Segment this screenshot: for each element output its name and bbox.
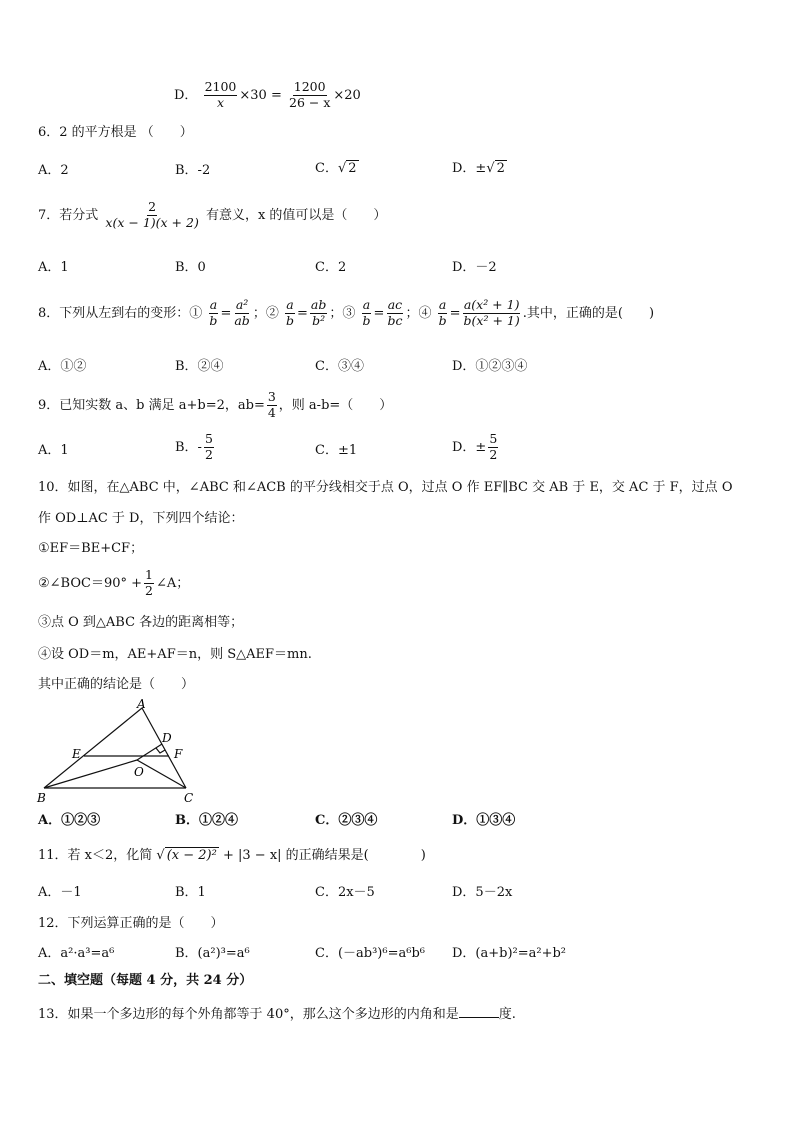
q13-stem: 13．如果一个多边形的每个外角都等于 40°，那么这个多边形的内角和是 度. [38, 1007, 516, 1022]
q10-option-b: B．①②④ [175, 813, 238, 828]
q9-option-c: C．±1 [315, 443, 358, 458]
q12-option-b: B．(a²)³=a⁶ [175, 946, 250, 961]
label-b: B [37, 791, 46, 805]
triangle-figure [34, 698, 204, 808]
side-ab [44, 708, 142, 788]
label-c: C [184, 791, 194, 805]
q7-option-a: A．1 [38, 260, 69, 275]
q8-option-d: D．①②③④ [452, 359, 528, 374]
q6-option-b: B．-2 [175, 163, 211, 178]
q10-option-c: C．②③④ [315, 813, 378, 828]
answer-blank[interactable] [459, 1005, 499, 1018]
q8-option-c: C．③④ [315, 359, 364, 374]
q9-option-d: D．± $\frac{5}{2}$ [452, 431, 498, 463]
right-angle-mark [156, 748, 165, 753]
q10-option-d: D．①③④ [452, 813, 516, 828]
q6-option-a: A．2 [38, 163, 69, 178]
q11-option-c: C．2x－5 [315, 885, 375, 900]
q6-stem: 6．2 的平方根是 （ ） [38, 125, 193, 140]
q12-option-a: A．a²·a³=a⁶ [38, 946, 115, 961]
q7-option-c: C．2 [315, 260, 347, 275]
q12-option-d: D．(a+b)²=a²+b² [452, 946, 567, 961]
q9-option-b: B．- $\frac{5}{2}$ [175, 431, 213, 463]
q12-stem: 12．下列运算正确的是（ ） [38, 916, 224, 931]
q9-option-a: A．1 [38, 443, 69, 458]
q11-option-b: B．1 [175, 885, 206, 900]
q6-option-c: C．√ 2 [315, 161, 357, 176]
sqrt-sign: √ 2 [486, 161, 505, 176]
label-f: F [174, 747, 183, 761]
label-e: E [72, 747, 81, 761]
q11-option-d: D．5－2x [452, 885, 513, 900]
q10-line-1: 10．如图，在△ABC 中，∠ABC 和∠ACB 的平分线相交于点 O，过点 O 作 EF∥BC 交 AB 于 E，交 AC 于 F，过点 O [38, 480, 733, 495]
q5-option-d: D． $\frac{2100}{x}$ ×30 = $\frac{1200}{26 - x}$ ×20 [174, 79, 361, 111]
segment-bo [44, 760, 137, 788]
q7-fraction: $\frac{2}{x(x - 1)(x + 2)}$ [105, 199, 199, 231]
q7-option-d: D．－2 [452, 260, 497, 275]
q7-stem: 7．若分式 $\frac{2}{x(x - 1)(x + 2)}$ 有意义，x 的值可以是（ ） [38, 199, 387, 231]
q9-stem: 9．已知实数 a、b 满足 a+b=2，ab= $\frac{3}{4}$ ，则 a-b=（ ） [38, 389, 393, 421]
q8-option-b: B．②④ [175, 359, 224, 374]
label-d: D [162, 731, 172, 745]
q8-option-a: A．①② [38, 359, 87, 374]
q8-stem: 8．下列从左到右的变形：① $\frac{a}{b}$ = $\frac{\text{a²}}{ab}$ ；② $\frac{a}{b}$ = $\frac{ab}{\text{b²}}$ ；③ $\frac{a}{b}$ = $\frac{ac}{bc}$ ；④ $\frac{a}{b}$ = $\frac{\text{a(x² + 1)}}{\text{b(x² + 1)}}$ .其中，正确的是( ) [38, 297, 655, 329]
q11-stem: 11．若 x＜2，化简 √ (x − 2)² + |3 − x| 的正确结果是( ) [38, 848, 426, 863]
label-o: O [134, 765, 144, 779]
q10-option-a: A．①②③ [38, 813, 101, 828]
sqrt-sign: √ 2 [337, 161, 357, 176]
q5-fraction-2: $\frac{1200}{26 - x}$ [289, 79, 331, 111]
sqrt-sign: √ (x − 2)² [156, 848, 217, 863]
q10-line-2: 作 OD⊥AC 于 D，下列四个结论： [38, 511, 244, 526]
section-2-heading: 二、填空题（每题 4 分，共 24 分） [38, 973, 253, 988]
q10-conclusion-4: ④设 OD＝m，AE+AF＝n，则 S△AEF＝mn. [38, 647, 312, 662]
q6-option-d: D．±√ 2 [452, 161, 505, 176]
q10-conclusion-3: ③点 O 到△ABC 各边的距离相等； [38, 615, 244, 630]
q10-ask: 其中正确的结论是（ ） [38, 677, 195, 692]
label-a: A [137, 698, 146, 711]
q12-option-c: C．(－ab³)⁶=a⁶b⁶ [315, 946, 425, 961]
q10-conclusion-2: ②∠BOC＝90° + $\frac{1}{2}$ ∠A； [38, 567, 190, 599]
segment-od [137, 744, 162, 760]
q10-conclusion-1: ①EF＝BE+CF； [38, 541, 144, 556]
q11-option-a: A．－1 [38, 885, 82, 900]
q7-option-b: B．0 [175, 260, 206, 275]
q5-fraction-1: $\frac{2100}{x}$ [204, 79, 237, 111]
